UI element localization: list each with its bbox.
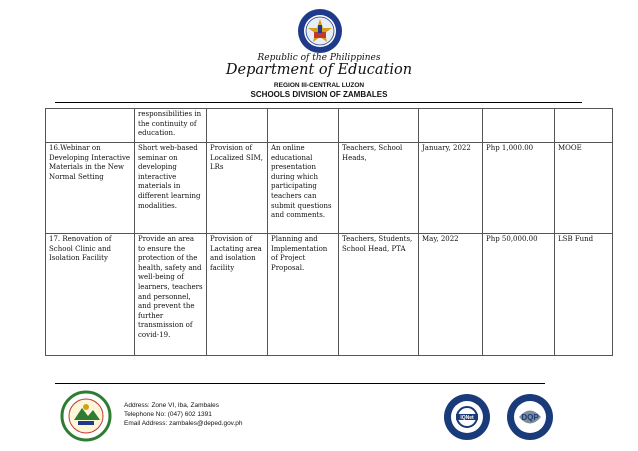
persons-cell: Teachers, Students, School Head, PTA xyxy=(339,234,419,356)
indicator-cell xyxy=(268,109,339,143)
activity-cell: 17. Renovation of School Clinic and Isolation Facility xyxy=(46,234,135,356)
cert-left-label: IQNet xyxy=(460,415,474,421)
table-row xyxy=(46,143,613,234)
time-cell: January, 2022 xyxy=(419,143,483,234)
budget-cell: Php 1,000.00 xyxy=(483,143,555,234)
objective-cell: Short web-based seminar on developing interactive materials in different learning modalities. xyxy=(135,143,207,234)
time-cell: May, 2022 xyxy=(419,234,483,356)
footer-address xyxy=(124,401,243,428)
cert-right-label: DQP xyxy=(521,413,539,422)
output-cell xyxy=(207,109,268,143)
dqp-certification-icon xyxy=(505,392,555,442)
table-row xyxy=(46,109,613,143)
action-plan-table xyxy=(45,108,613,356)
indicator-cell: Planning and Implementation of Project Proposal. xyxy=(268,234,339,356)
republic-line: Republic of the Philippines xyxy=(257,53,381,63)
email-line: Email Address: zambales@deped.gov.ph xyxy=(124,420,243,427)
region-line: REGION III-CENTRAL LUZON xyxy=(273,82,365,89)
source-cell: LSB Fund xyxy=(555,234,613,356)
department-title: Department of Education xyxy=(225,62,413,78)
division-seal-icon xyxy=(60,390,112,442)
budget-cell xyxy=(483,109,555,143)
persons-cell xyxy=(339,109,419,143)
iqnet-certification-icon xyxy=(442,392,492,442)
address-line: Address: Zone VI, Iba, Zambales xyxy=(124,402,220,409)
header-divider xyxy=(55,102,582,103)
objective-cell: Provide an area to ensure the protection of the health, safety and well-being of learners, teachers and personnel, and prevent the further transmission of covid-19. xyxy=(135,234,207,356)
source-cell xyxy=(555,109,613,143)
output-cell: Provision of Lactating area and isolation facility xyxy=(207,234,268,356)
output-cell: Provision of Localized SIM, LRs xyxy=(207,143,268,234)
deped-seal-icon xyxy=(297,8,343,54)
footer-divider xyxy=(55,383,545,384)
division-line: SCHOOLS DIVISION OF ZAMBALES xyxy=(250,90,388,99)
telephone-line: Telephone No: (047) 602 1391 xyxy=(124,411,212,418)
table-row xyxy=(46,234,613,356)
time-cell xyxy=(419,109,483,143)
budget-cell: Php 50,000.00 xyxy=(483,234,555,356)
indicator-cell: An online educational presentation during which participating teachers can submit questions and comments. xyxy=(268,143,339,234)
persons-cell: Teachers, School Heads, xyxy=(339,143,419,234)
activity-cell xyxy=(46,109,135,143)
activity-cell: 16.Webinar on Developing Interactive Materials in the New Normal Setting xyxy=(46,143,135,234)
objective-cell: responsibilities in the continuity of education. xyxy=(135,109,207,143)
source-cell: MOOE xyxy=(555,143,613,234)
